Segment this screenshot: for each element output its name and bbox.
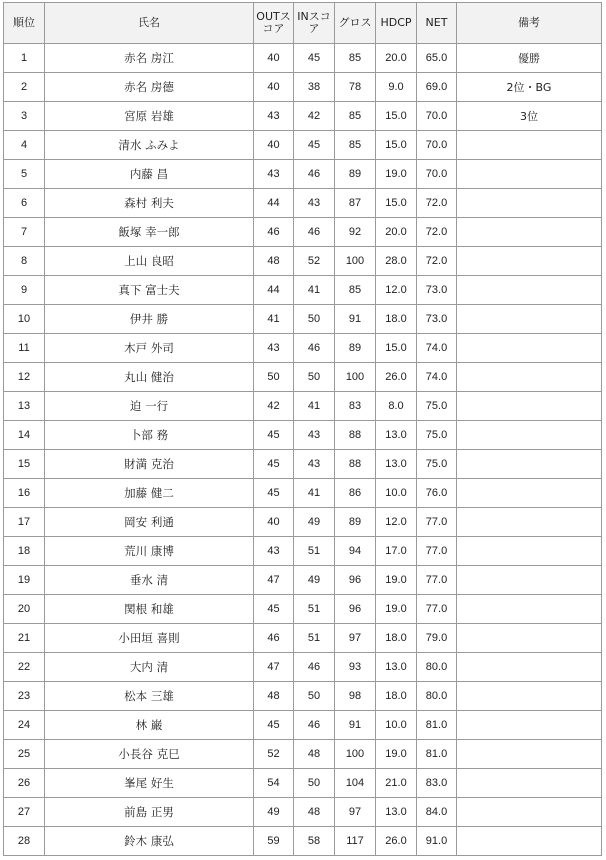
- cell-remarks: [457, 566, 602, 595]
- cell-name: 伊井 勝: [45, 305, 254, 334]
- table-row: [4, 624, 602, 653]
- cell-remarks: [457, 827, 602, 856]
- cell-out-score: 42: [254, 392, 294, 421]
- cell-in-score: 51: [294, 595, 335, 624]
- cell-name: 岡安 利通: [45, 508, 254, 537]
- cell-name: 荒川 康博: [45, 537, 254, 566]
- cell-hdcp: 18.0: [376, 624, 417, 653]
- cell-hdcp: 28.0: [376, 247, 417, 276]
- cell-in-score: 45: [294, 44, 335, 73]
- cell-in-score: 49: [294, 566, 335, 595]
- header-name: 氏名: [45, 3, 254, 44]
- table-row: [4, 653, 602, 682]
- cell-in-score: 43: [294, 450, 335, 479]
- cell-rank: 7: [4, 218, 45, 247]
- cell-out-score: 45: [254, 711, 294, 740]
- cell-out-score: 47: [254, 566, 294, 595]
- cell-name: 清水 ふみよ: [45, 131, 254, 160]
- cell-out-score: 43: [254, 102, 294, 131]
- cell-rank: 12: [4, 363, 45, 392]
- cell-net: 79.0: [417, 624, 457, 653]
- cell-in-score: 50: [294, 769, 335, 798]
- table-row: [4, 711, 602, 740]
- table-row: [4, 131, 602, 160]
- table-row: [4, 102, 602, 131]
- cell-out-score: 40: [254, 73, 294, 102]
- cell-remarks: [457, 276, 602, 305]
- cell-net: 72.0: [417, 189, 457, 218]
- cell-in-score: 49: [294, 508, 335, 537]
- table-row: [4, 450, 602, 479]
- cell-gross: 91: [335, 305, 376, 334]
- cell-gross: 96: [335, 566, 376, 595]
- cell-in-score: 43: [294, 189, 335, 218]
- cell-gross: 85: [335, 44, 376, 73]
- cell-out-score: 54: [254, 769, 294, 798]
- cell-remarks: [457, 479, 602, 508]
- cell-rank: 15: [4, 450, 45, 479]
- cell-out-score: 41: [254, 305, 294, 334]
- cell-name: 丸山 健治: [45, 363, 254, 392]
- cell-remarks: [457, 508, 602, 537]
- cell-rank: 1: [4, 44, 45, 73]
- cell-gross: 88: [335, 450, 376, 479]
- cell-gross: 85: [335, 131, 376, 160]
- cell-hdcp: 17.0: [376, 537, 417, 566]
- cell-out-score: 40: [254, 508, 294, 537]
- cell-out-score: 43: [254, 160, 294, 189]
- table-row: [4, 305, 602, 334]
- cell-net: 69.0: [417, 73, 457, 102]
- cell-hdcp: 9.0: [376, 73, 417, 102]
- cell-hdcp: 19.0: [376, 160, 417, 189]
- cell-gross: 98: [335, 682, 376, 711]
- cell-rank: 22: [4, 653, 45, 682]
- cell-hdcp: 20.0: [376, 44, 417, 73]
- cell-rank: 9: [4, 276, 45, 305]
- cell-rank: 20: [4, 595, 45, 624]
- cell-hdcp: 13.0: [376, 450, 417, 479]
- cell-out-score: 45: [254, 595, 294, 624]
- cell-in-score: 46: [294, 160, 335, 189]
- cell-rank: 21: [4, 624, 45, 653]
- header-out-score: OUTスコア: [254, 3, 294, 44]
- cell-rank: 10: [4, 305, 45, 334]
- cell-remarks: [457, 363, 602, 392]
- header-remarks: 備考: [457, 3, 602, 44]
- table-row: [4, 740, 602, 769]
- cell-hdcp: 13.0: [376, 798, 417, 827]
- cell-hdcp: 20.0: [376, 218, 417, 247]
- cell-gross: 83: [335, 392, 376, 421]
- cell-out-score: 44: [254, 189, 294, 218]
- cell-remarks: [457, 740, 602, 769]
- cell-net: 83.0: [417, 769, 457, 798]
- table-row: [4, 73, 602, 102]
- cell-rank: 4: [4, 131, 45, 160]
- table-row: [4, 421, 602, 450]
- header-row: [4, 3, 602, 44]
- cell-hdcp: 19.0: [376, 566, 417, 595]
- cell-rank: 25: [4, 740, 45, 769]
- cell-in-score: 45: [294, 131, 335, 160]
- cell-net: 75.0: [417, 450, 457, 479]
- table-row: [4, 595, 602, 624]
- table-row: [4, 160, 602, 189]
- cell-net: 80.0: [417, 653, 457, 682]
- cell-net: 73.0: [417, 305, 457, 334]
- cell-name: 赤名 房江: [45, 44, 254, 73]
- cell-gross: 97: [335, 624, 376, 653]
- cell-remarks: [457, 682, 602, 711]
- cell-hdcp: 15.0: [376, 334, 417, 363]
- table-row: [4, 276, 602, 305]
- cell-name: 財満 克治: [45, 450, 254, 479]
- cell-in-score: 51: [294, 537, 335, 566]
- cell-gross: 100: [335, 740, 376, 769]
- cell-gross: 93: [335, 653, 376, 682]
- cell-gross: 91: [335, 711, 376, 740]
- cell-name: 内藤 昌: [45, 160, 254, 189]
- cell-remarks: [457, 392, 602, 421]
- cell-gross: 100: [335, 363, 376, 392]
- cell-rank: 28: [4, 827, 45, 856]
- cell-rank: 13: [4, 392, 45, 421]
- cell-rank: 3: [4, 102, 45, 131]
- table-row: [4, 363, 602, 392]
- cell-gross: 117: [335, 827, 376, 856]
- cell-net: 72.0: [417, 218, 457, 247]
- cell-gross: 85: [335, 102, 376, 131]
- cell-name: 鈴木 康弘: [45, 827, 254, 856]
- cell-net: 74.0: [417, 334, 457, 363]
- cell-out-score: 43: [254, 537, 294, 566]
- cell-gross: 100: [335, 247, 376, 276]
- cell-remarks: 2位・BG: [457, 73, 602, 102]
- cell-out-score: 59: [254, 827, 294, 856]
- cell-remarks: [457, 189, 602, 218]
- header-hdcp: HDCP: [376, 3, 417, 44]
- cell-gross: 94: [335, 537, 376, 566]
- cell-remarks: [457, 421, 602, 450]
- cell-in-score: 51: [294, 624, 335, 653]
- cell-out-score: 45: [254, 421, 294, 450]
- cell-out-score: 45: [254, 479, 294, 508]
- cell-hdcp: 15.0: [376, 131, 417, 160]
- cell-out-score: 50: [254, 363, 294, 392]
- cell-out-score: 48: [254, 682, 294, 711]
- cell-name: 林 巌: [45, 711, 254, 740]
- cell-hdcp: 19.0: [376, 740, 417, 769]
- cell-remarks: 3位: [457, 102, 602, 131]
- cell-rank: 26: [4, 769, 45, 798]
- cell-out-score: 40: [254, 131, 294, 160]
- cell-net: 81.0: [417, 740, 457, 769]
- cell-net: 91.0: [417, 827, 457, 856]
- cell-out-score: 46: [254, 624, 294, 653]
- cell-remarks: [457, 334, 602, 363]
- cell-in-score: 41: [294, 392, 335, 421]
- cell-gross: 89: [335, 334, 376, 363]
- cell-remarks: 優勝: [457, 44, 602, 73]
- cell-in-score: 46: [294, 711, 335, 740]
- cell-net: 70.0: [417, 131, 457, 160]
- cell-hdcp: 18.0: [376, 305, 417, 334]
- header-gross: グロス: [335, 3, 376, 44]
- cell-net: 73.0: [417, 276, 457, 305]
- cell-name: 加藤 健二: [45, 479, 254, 508]
- cell-rank: 27: [4, 798, 45, 827]
- table-row: [4, 769, 602, 798]
- cell-name: 小長谷 克巳: [45, 740, 254, 769]
- cell-remarks: [457, 247, 602, 276]
- cell-remarks: [457, 537, 602, 566]
- cell-name: 木戸 外司: [45, 334, 254, 363]
- cell-in-score: 48: [294, 740, 335, 769]
- cell-remarks: [457, 798, 602, 827]
- table-row: [4, 827, 602, 856]
- cell-hdcp: 18.0: [376, 682, 417, 711]
- cell-in-score: 50: [294, 305, 335, 334]
- table-row: [4, 218, 602, 247]
- cell-rank: 5: [4, 160, 45, 189]
- cell-net: 72.0: [417, 247, 457, 276]
- cell-out-score: 43: [254, 334, 294, 363]
- cell-net: 65.0: [417, 44, 457, 73]
- cell-out-score: 52: [254, 740, 294, 769]
- cell-remarks: [457, 711, 602, 740]
- header-net: NET: [417, 3, 457, 44]
- cell-name: 峯尾 好生: [45, 769, 254, 798]
- cell-net: 70.0: [417, 160, 457, 189]
- cell-hdcp: 26.0: [376, 827, 417, 856]
- cell-remarks: [457, 653, 602, 682]
- cell-name: 大内 清: [45, 653, 254, 682]
- results-table-container: [3, 2, 602, 856]
- header-rank: 順位: [4, 3, 45, 44]
- table-row: [4, 479, 602, 508]
- cell-remarks: [457, 160, 602, 189]
- cell-gross: 104: [335, 769, 376, 798]
- cell-in-score: 46: [294, 653, 335, 682]
- cell-gross: 89: [335, 508, 376, 537]
- cell-net: 81.0: [417, 711, 457, 740]
- cell-in-score: 48: [294, 798, 335, 827]
- cell-net: 75.0: [417, 392, 457, 421]
- cell-rank: 16: [4, 479, 45, 508]
- cell-remarks: [457, 131, 602, 160]
- cell-out-score: 48: [254, 247, 294, 276]
- cell-name: 卜部 務: [45, 421, 254, 450]
- cell-name: 赤名 房德: [45, 73, 254, 102]
- cell-in-score: 58: [294, 827, 335, 856]
- cell-out-score: 44: [254, 276, 294, 305]
- cell-name: 飯塚 幸一郎: [45, 218, 254, 247]
- cell-name: 前島 正男: [45, 798, 254, 827]
- cell-in-score: 50: [294, 682, 335, 711]
- table-row: [4, 508, 602, 537]
- table-row: [4, 44, 602, 73]
- cell-hdcp: 13.0: [376, 421, 417, 450]
- cell-name: 真下 富士夫: [45, 276, 254, 305]
- cell-net: 70.0: [417, 102, 457, 131]
- cell-gross: 78: [335, 73, 376, 102]
- cell-name: 上山 良昭: [45, 247, 254, 276]
- cell-hdcp: 15.0: [376, 189, 417, 218]
- table-header: [4, 3, 602, 44]
- cell-out-score: 45: [254, 450, 294, 479]
- table-row: [4, 247, 602, 276]
- table-row: [4, 798, 602, 827]
- cell-rank: 17: [4, 508, 45, 537]
- table-row: [4, 189, 602, 218]
- cell-in-score: 50: [294, 363, 335, 392]
- cell-hdcp: 8.0: [376, 392, 417, 421]
- cell-rank: 24: [4, 711, 45, 740]
- table-row: [4, 334, 602, 363]
- cell-gross: 85: [335, 276, 376, 305]
- cell-remarks: [457, 595, 602, 624]
- cell-net: 76.0: [417, 479, 457, 508]
- cell-rank: 8: [4, 247, 45, 276]
- cell-in-score: 46: [294, 218, 335, 247]
- table-row: [4, 392, 602, 421]
- cell-rank: 14: [4, 421, 45, 450]
- cell-net: 77.0: [417, 595, 457, 624]
- cell-name: 迫 一行: [45, 392, 254, 421]
- cell-remarks: [457, 450, 602, 479]
- cell-rank: 2: [4, 73, 45, 102]
- cell-in-score: 43: [294, 421, 335, 450]
- cell-gross: 88: [335, 421, 376, 450]
- cell-hdcp: 12.0: [376, 508, 417, 537]
- cell-name: 森村 利夫: [45, 189, 254, 218]
- cell-net: 75.0: [417, 421, 457, 450]
- cell-name: 宮原 岩雄: [45, 102, 254, 131]
- cell-name: 小田垣 喜則: [45, 624, 254, 653]
- results-table: [3, 2, 602, 856]
- cell-in-score: 46: [294, 334, 335, 363]
- cell-hdcp: 21.0: [376, 769, 417, 798]
- cell-remarks: [457, 769, 602, 798]
- cell-rank: 19: [4, 566, 45, 595]
- cell-net: 84.0: [417, 798, 457, 827]
- cell-out-score: 46: [254, 218, 294, 247]
- table-row: [4, 566, 602, 595]
- cell-out-score: 47: [254, 653, 294, 682]
- cell-in-score: 38: [294, 73, 335, 102]
- cell-hdcp: 15.0: [376, 102, 417, 131]
- cell-name: 関根 和雄: [45, 595, 254, 624]
- cell-gross: 86: [335, 479, 376, 508]
- cell-net: 77.0: [417, 537, 457, 566]
- cell-net: 77.0: [417, 508, 457, 537]
- cell-gross: 92: [335, 218, 376, 247]
- cell-hdcp: 10.0: [376, 479, 417, 508]
- cell-out-score: 49: [254, 798, 294, 827]
- cell-in-score: 52: [294, 247, 335, 276]
- cell-remarks: [457, 305, 602, 334]
- cell-hdcp: 12.0: [376, 276, 417, 305]
- cell-name: 松本 三雄: [45, 682, 254, 711]
- cell-remarks: [457, 218, 602, 247]
- cell-gross: 97: [335, 798, 376, 827]
- cell-net: 74.0: [417, 363, 457, 392]
- cell-rank: 11: [4, 334, 45, 363]
- table-body: [4, 44, 602, 856]
- table-row: [4, 537, 602, 566]
- cell-gross: 87: [335, 189, 376, 218]
- cell-out-score: 40: [254, 44, 294, 73]
- cell-net: 80.0: [417, 682, 457, 711]
- cell-gross: 96: [335, 595, 376, 624]
- cell-rank: 6: [4, 189, 45, 218]
- header-in-score: INスコア: [294, 3, 335, 44]
- cell-rank: 18: [4, 537, 45, 566]
- cell-in-score: 41: [294, 479, 335, 508]
- cell-name: 垂水 清: [45, 566, 254, 595]
- cell-in-score: 41: [294, 276, 335, 305]
- table-row: [4, 682, 602, 711]
- cell-net: 77.0: [417, 566, 457, 595]
- cell-hdcp: 10.0: [376, 711, 417, 740]
- cell-in-score: 42: [294, 102, 335, 131]
- cell-rank: 23: [4, 682, 45, 711]
- cell-hdcp: 13.0: [376, 653, 417, 682]
- cell-hdcp: 19.0: [376, 595, 417, 624]
- cell-gross: 89: [335, 160, 376, 189]
- cell-remarks: [457, 624, 602, 653]
- cell-hdcp: 26.0: [376, 363, 417, 392]
